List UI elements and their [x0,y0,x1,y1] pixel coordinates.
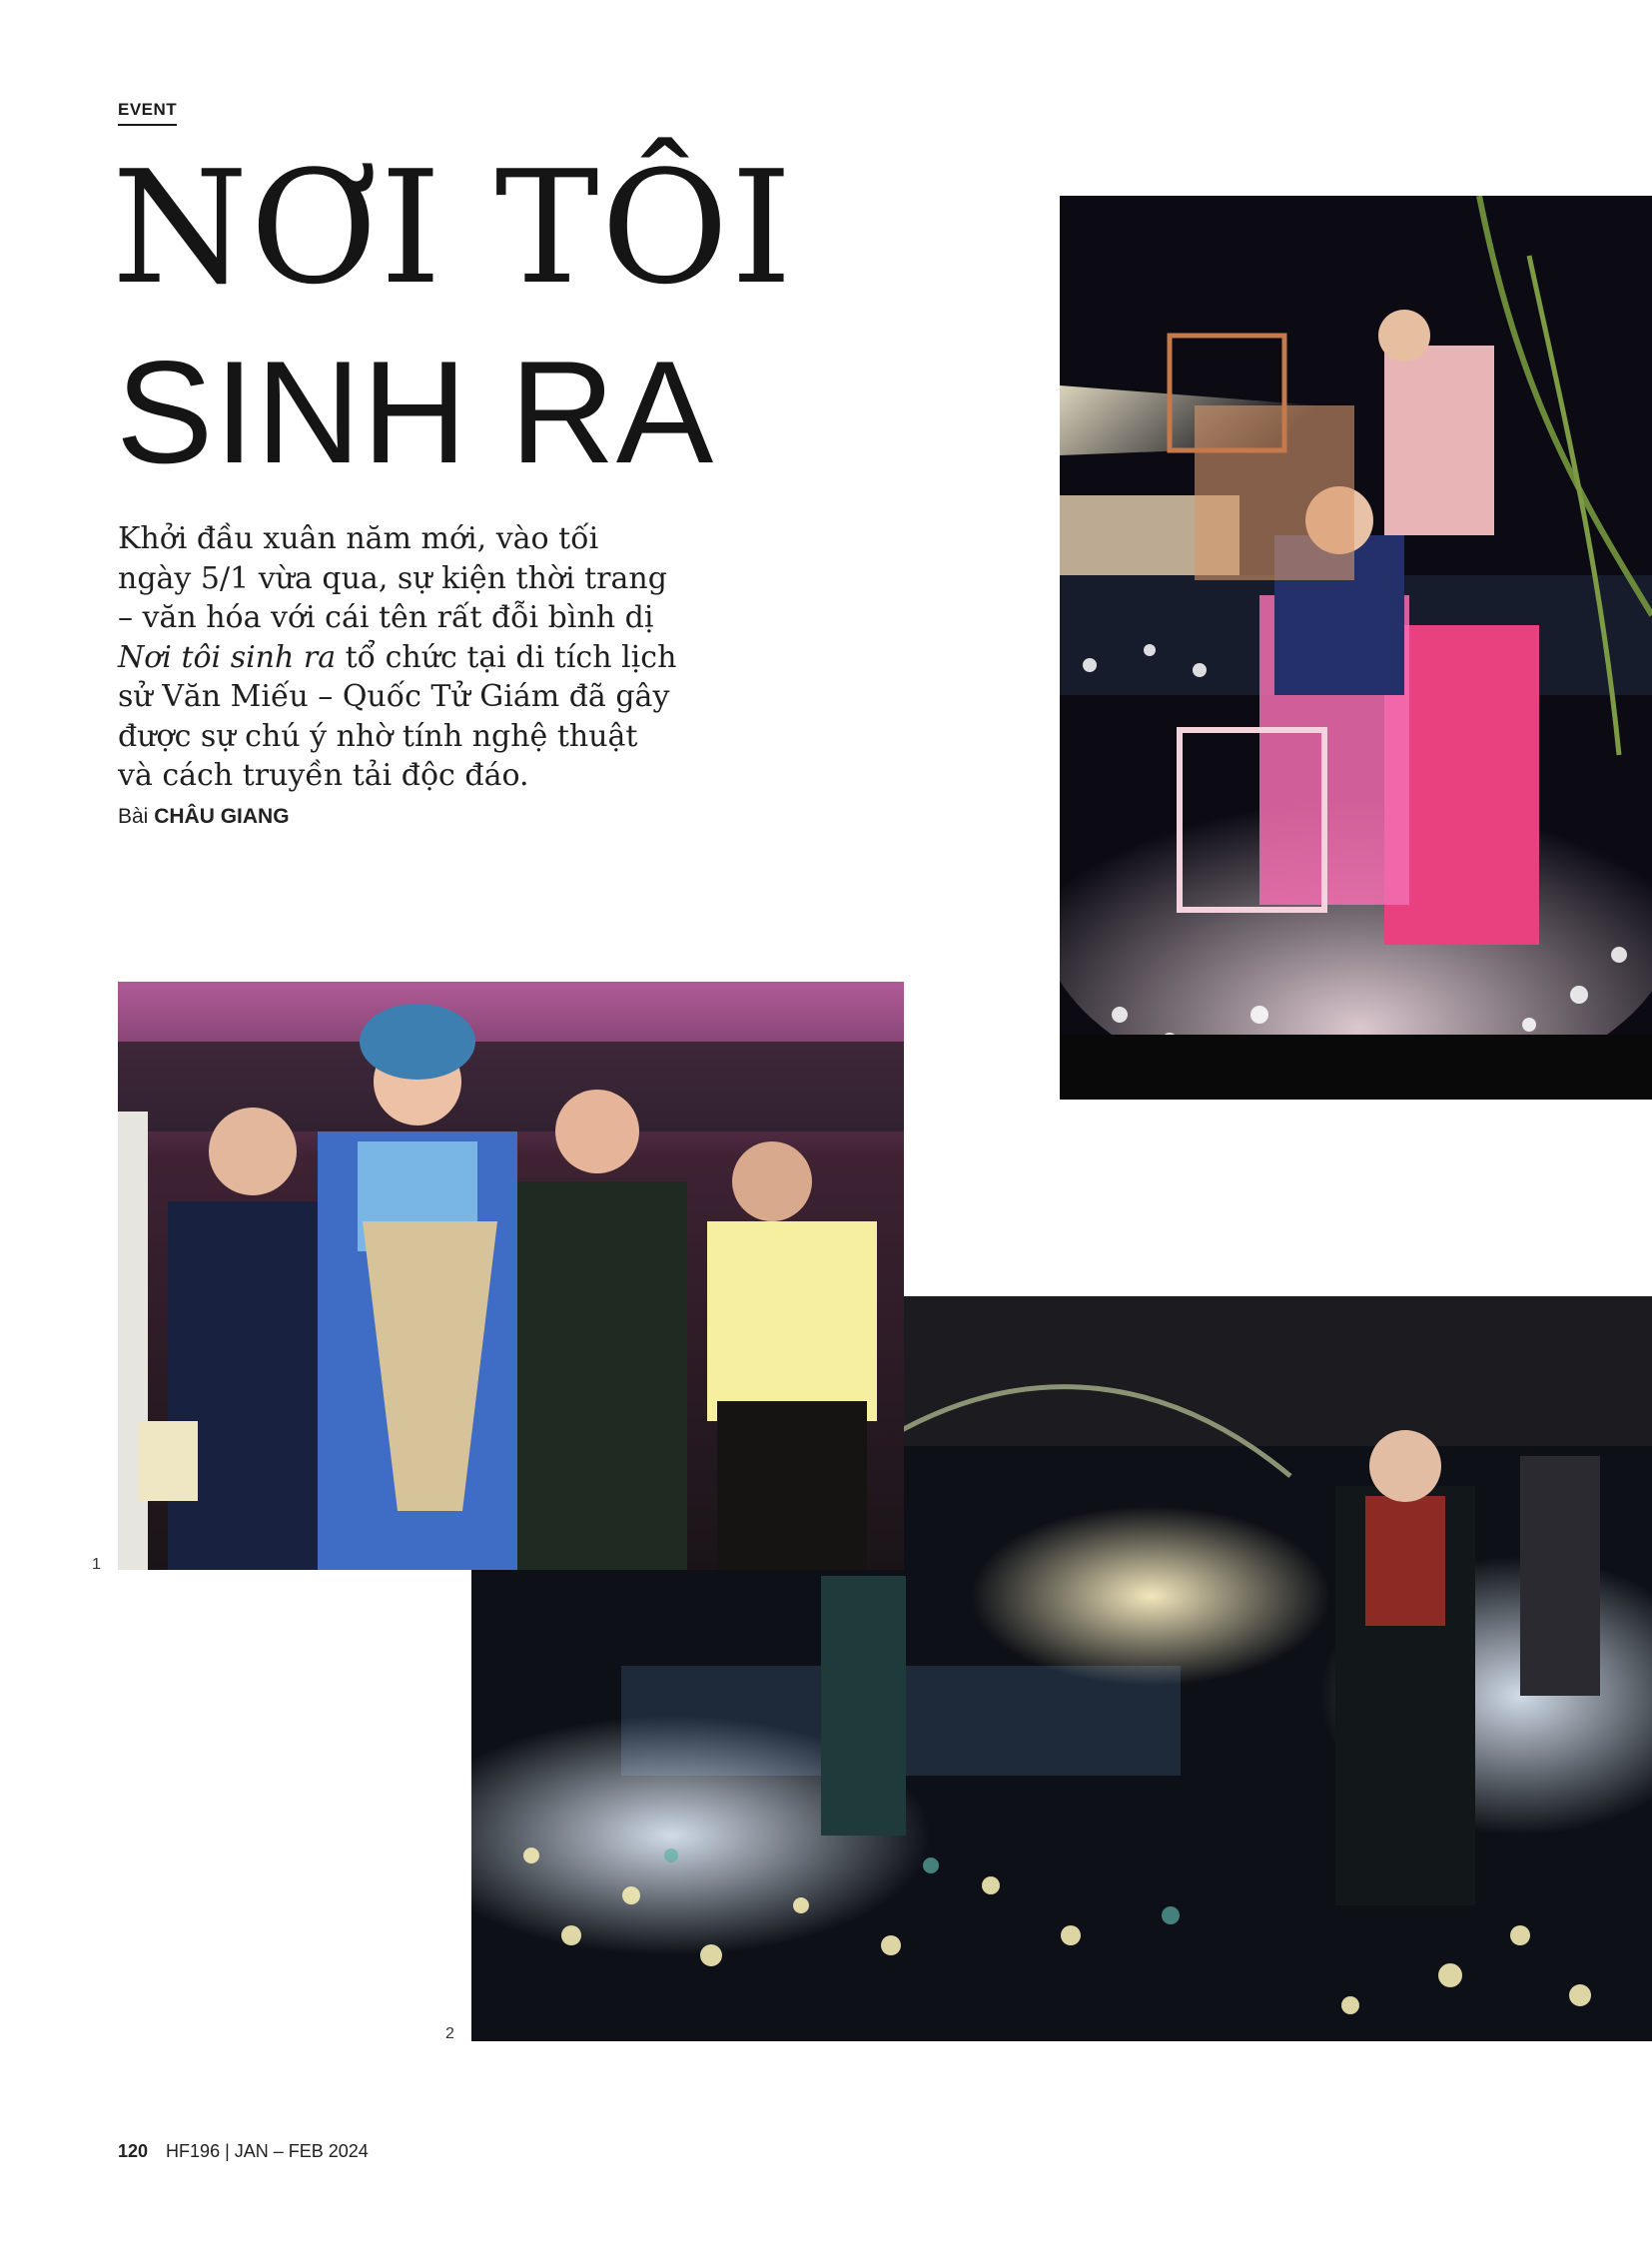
page-footer [118,2141,369,2162]
lead-text-end: tổ chức tại di tích lịch sử Văn Miếu – Quốc Tử Giám đã gây được sự chú ý nhờ tính nghệ thuật và cách truyền tải độc đáo. [118,639,677,793]
photo-group-portrait [118,982,904,1570]
byline [118,805,290,829]
lead-text-start: Khởi đầu xuân năm mới, vào tối ngày 5/1 vừa qua, sự kiện thời trang – văn hóa với cái tên rất đỗi bình dị [118,521,667,635]
page-number: 120 [118,2141,149,2161]
lead-event-name: Nơi tôi sinh ra [118,639,337,675]
photo-stage-bird-cages [1060,196,1652,1100]
byline-author: CHÂU GIANG [154,805,290,828]
photo-number-2: 2 [445,2025,454,2042]
title-line-1: NƠI TÔI [112,137,795,319]
section-tag: EVENT [118,100,177,126]
photo-number-1: 1 [92,1556,101,1573]
byline-prefix: Bài [118,805,149,828]
title-line-2: SINH RA [116,331,715,493]
issue-info: HF196 | JAN – FEB 2024 [166,2141,369,2161]
lead-paragraph [118,519,677,796]
